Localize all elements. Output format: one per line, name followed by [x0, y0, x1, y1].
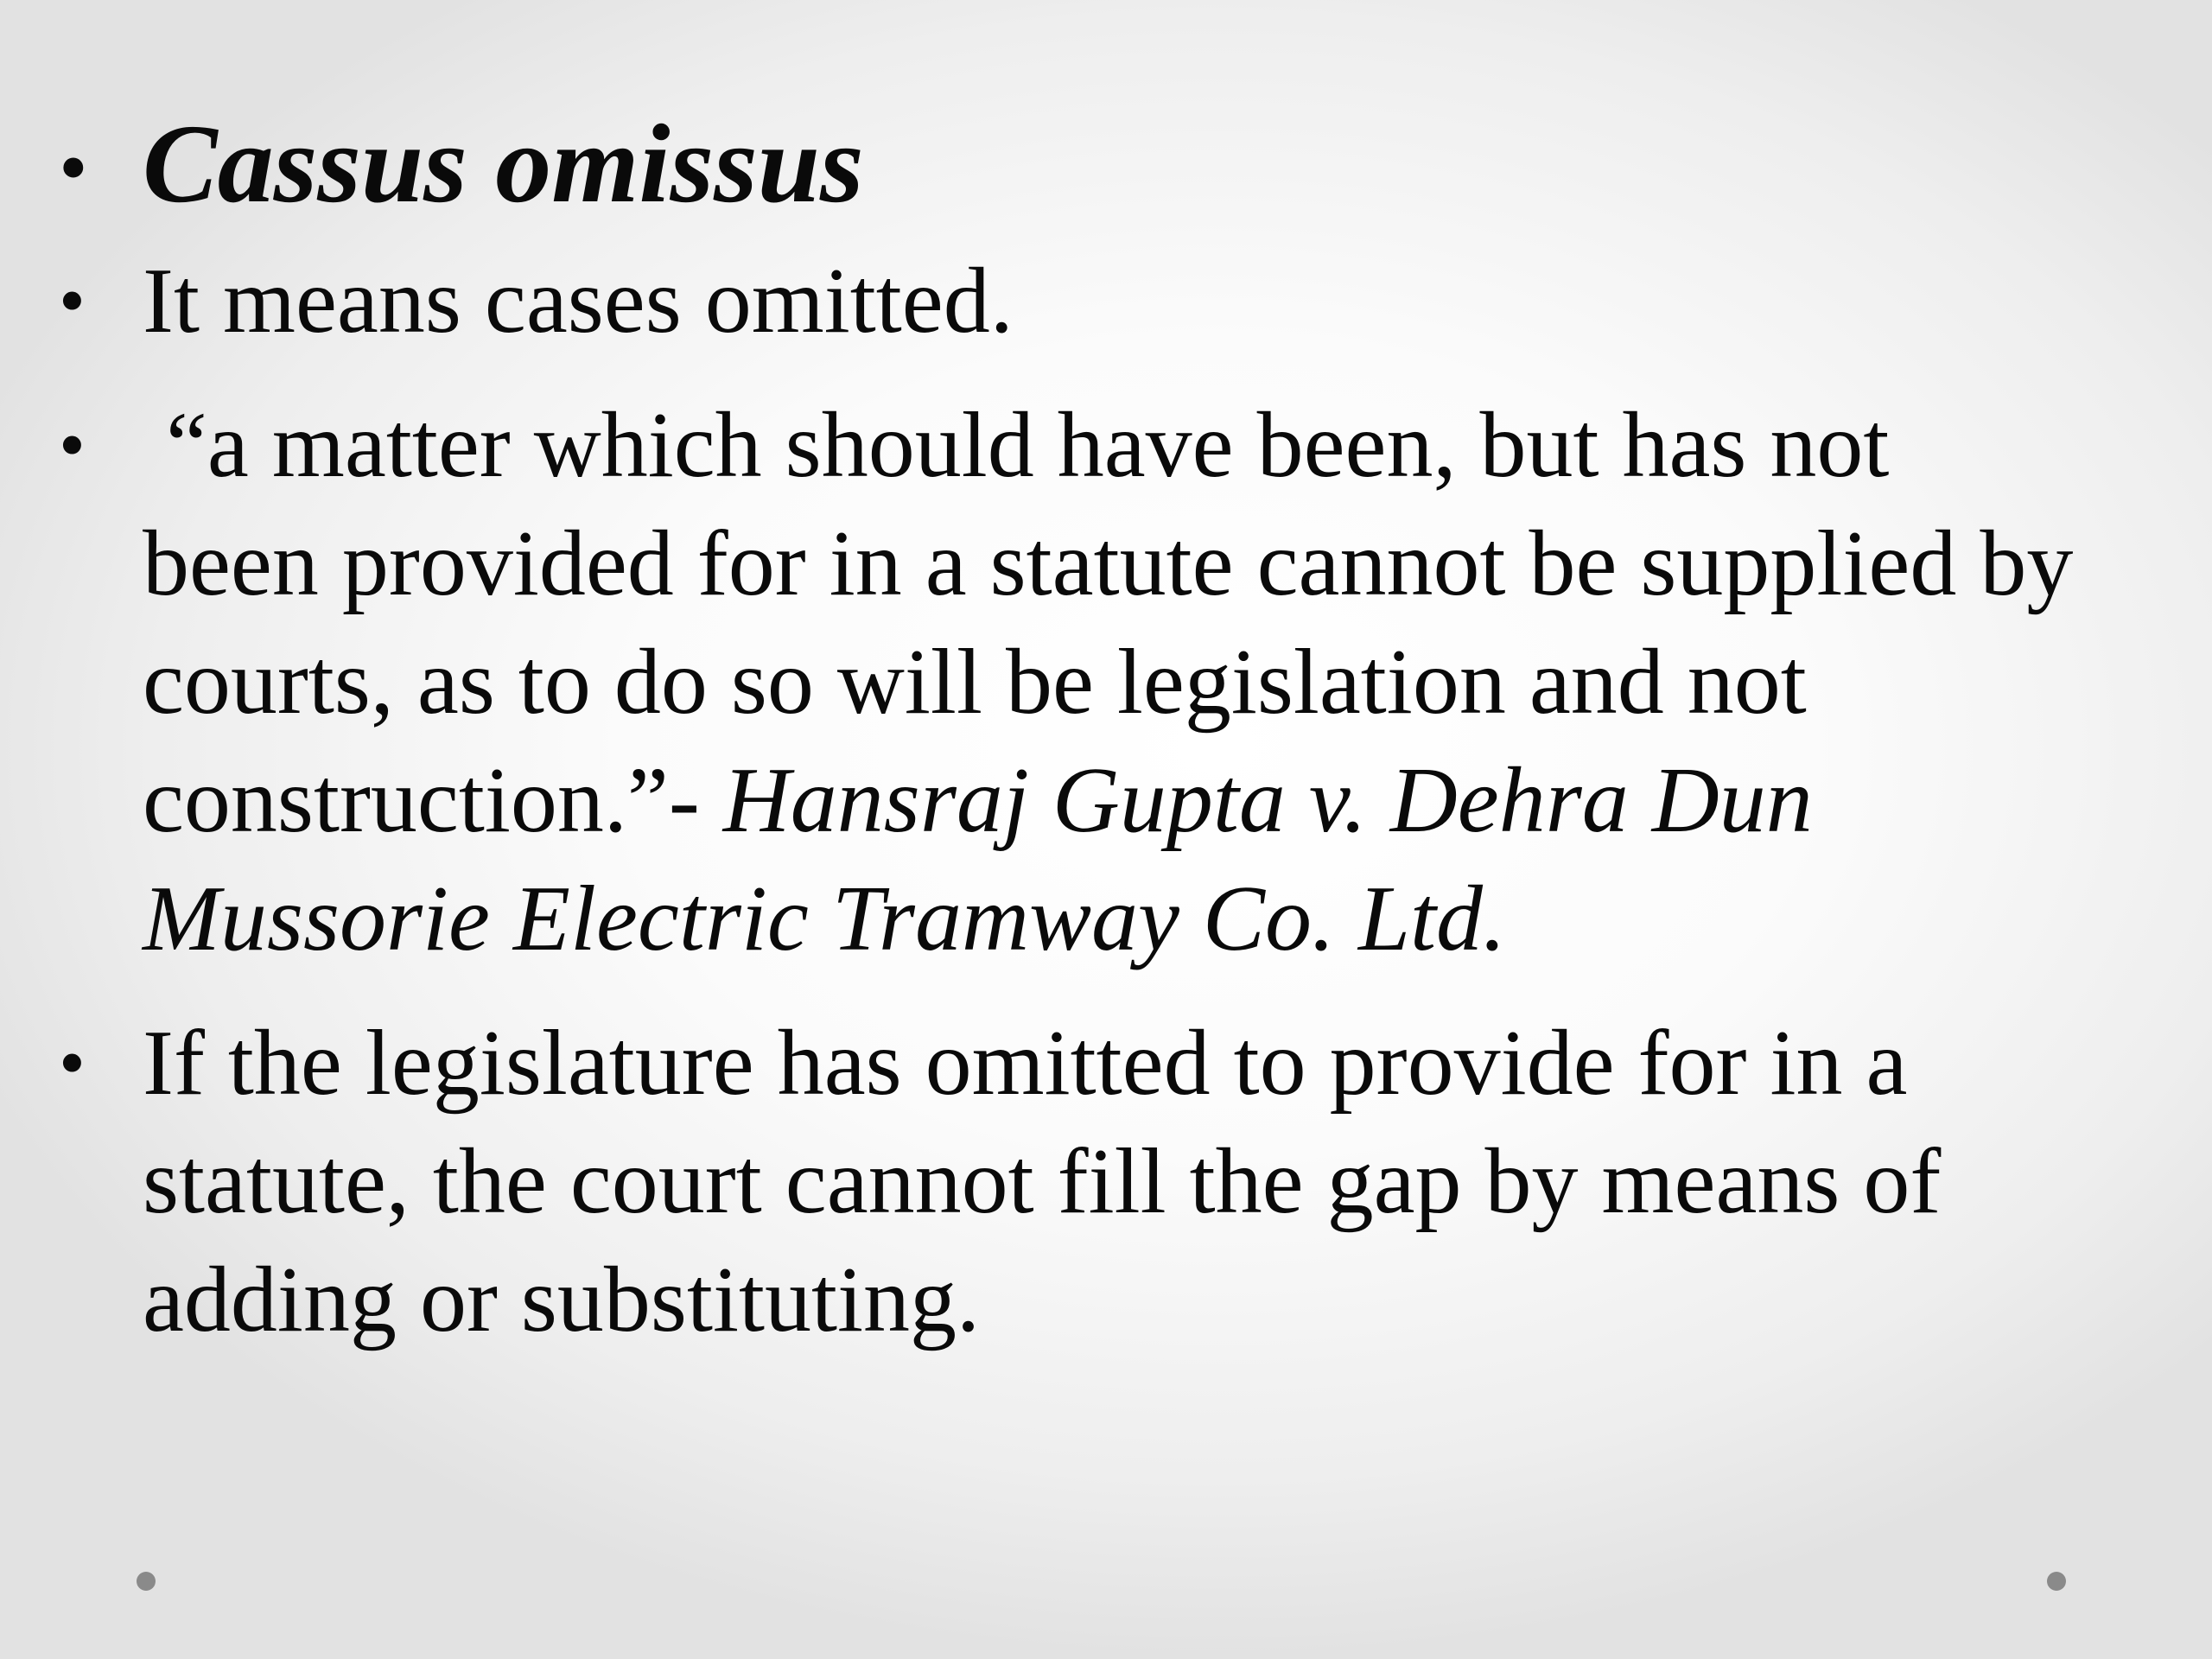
slide-heading: Cassus omissus	[143, 102, 864, 226]
bullet-dot-icon: •	[59, 121, 88, 213]
case-citation: Hansraj Gupta v. Dehra Dun Mussorie Electric Tramway Co. Ltd.	[143, 749, 1813, 970]
heading-bullet	[59, 86, 2081, 242]
definition-text: It means cases omitted.	[143, 250, 1014, 353]
bullet-dot-icon: •	[59, 259, 86, 343]
bullet-list	[59, 86, 2097, 1385]
bullet-dot-icon: •	[59, 404, 86, 487]
bullet-legislature	[59, 1004, 2081, 1359]
quote-text: “a matter which should have been, but has not been provided for in a statute cannot be supplied by courts, as to do so will be legislation and not construction.”-	[143, 394, 2097, 852]
legislature-text: If the legislature has omitted to provide for in a statute, the court cannot fill the gap by means of adding or substituting.	[143, 1012, 1942, 1351]
bullet-definition	[59, 242, 2081, 360]
bullet-quote	[59, 386, 2097, 978]
bullet-dot-icon: •	[59, 1021, 86, 1105]
decorative-dot-left	[137, 1572, 156, 1591]
decorative-dot-right	[2047, 1572, 2066, 1591]
